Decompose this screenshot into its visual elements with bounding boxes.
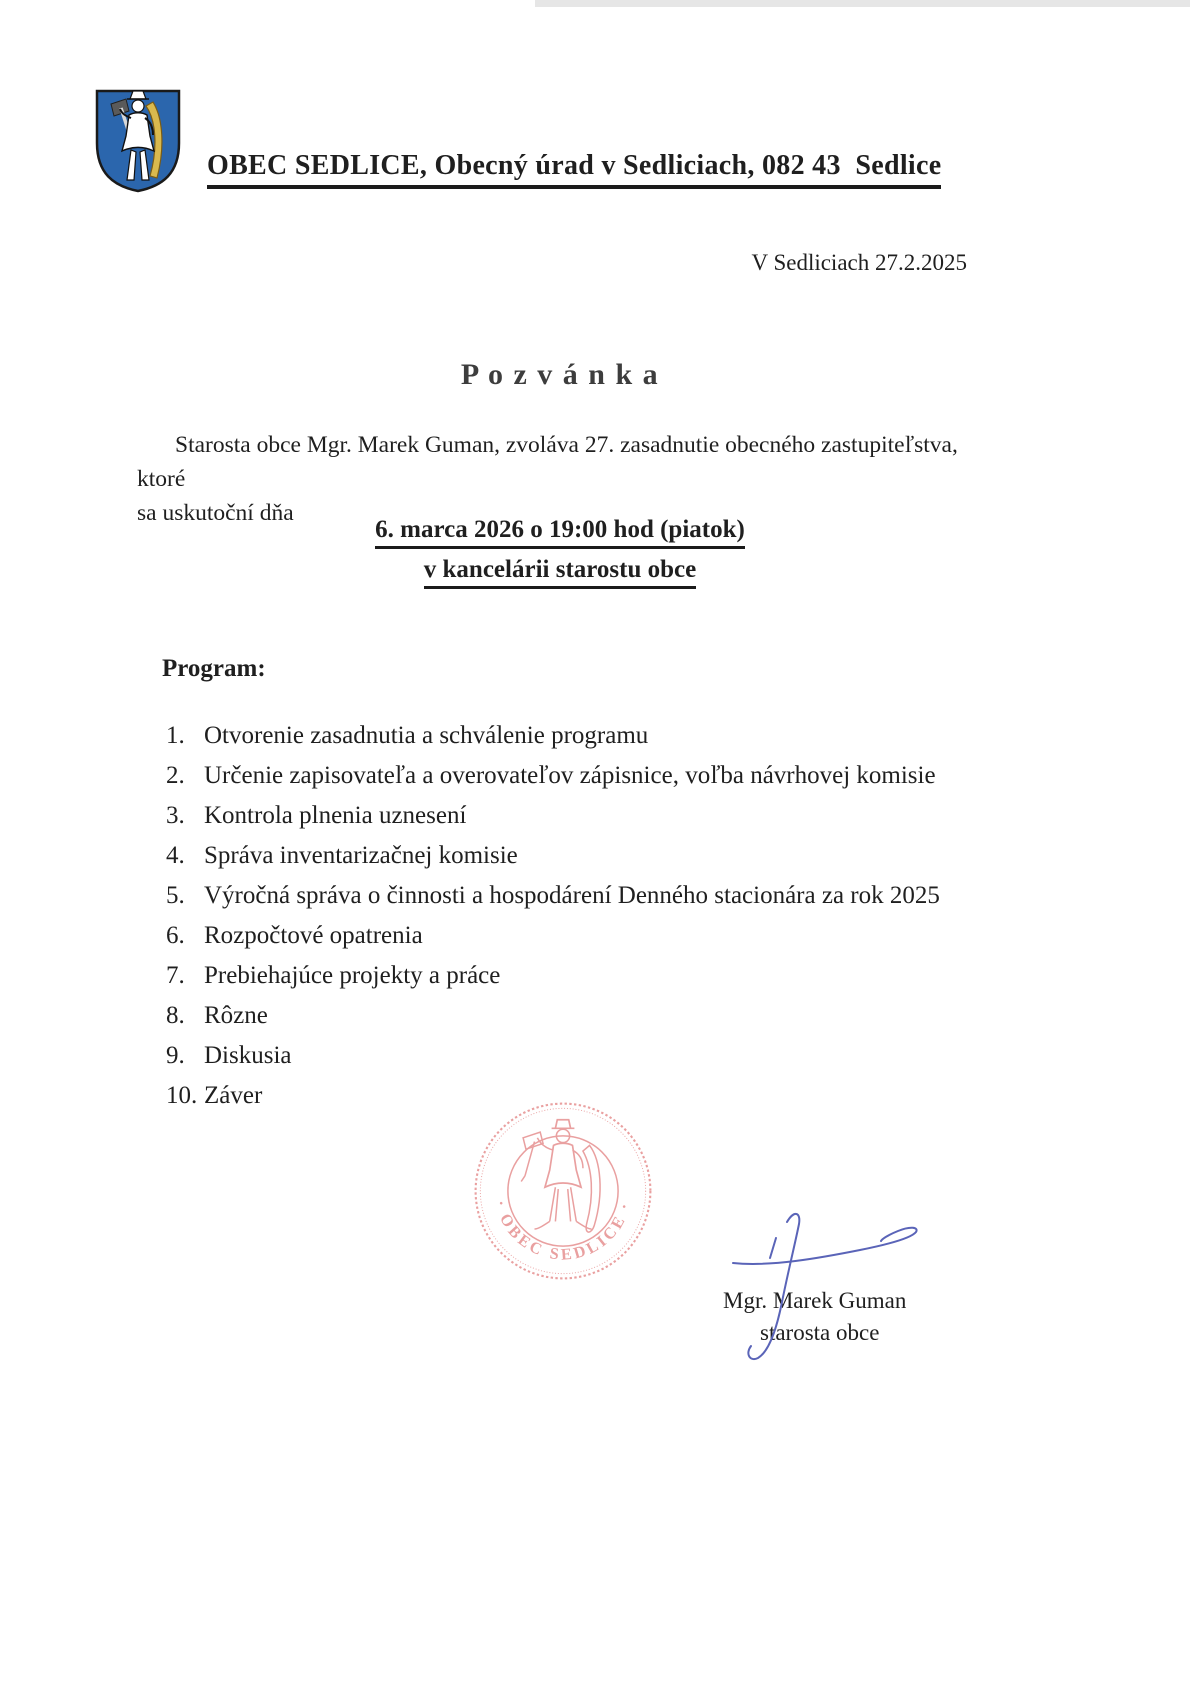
list-item — [166, 802, 940, 830]
item-text: Rôzne — [204, 1002, 268, 1029]
item-number: 8. — [166, 1002, 185, 1029]
list-item — [166, 1042, 940, 1070]
signer-title: starosta obce — [760, 1320, 880, 1345]
document-title: P o z v á n k a — [460, 358, 660, 391]
item-number: 6. — [166, 922, 185, 949]
item-text: Záver — [204, 1082, 263, 1109]
item-text: Správa inventarizačnej komisie — [204, 842, 518, 869]
intro-line1: Starosta obce Mgr. Marek Guman, zvoláva 27. zasadnutie obecného zastupiteľstva, ktoré — [137, 432, 958, 492]
list-item — [166, 922, 940, 950]
item-text: Výročná správa o činnosti a hospodárení Denného stacionára za rok 2025 — [204, 882, 940, 909]
event-datetime: 6. marca 2026 o 19:00 hod (piatok) — [375, 515, 745, 549]
coat-of-arms-icon — [93, 88, 183, 194]
list-item — [166, 962, 940, 990]
svg-text:· OBEC SEDLICE · — [491, 1199, 634, 1264]
item-number: 2. — [166, 762, 185, 789]
item-number: 4. — [166, 842, 185, 869]
dateline: V Sedliciach 27.2.2025 — [751, 250, 967, 275]
signer-name: Mgr. Marek Guman — [723, 1288, 907, 1313]
event-details — [35, 510, 1085, 590]
item-number: 10. — [166, 1082, 198, 1109]
event-location: v kancelárii starostu obce — [424, 555, 696, 589]
list-item — [166, 722, 940, 750]
item-text: Diskusia — [204, 1042, 292, 1069]
item-number: 7. — [166, 962, 185, 989]
item-number: 1. — [166, 722, 185, 749]
item-text: Prebiehajúce projekty a práce — [204, 962, 501, 989]
stamp-arc-text: · OBEC SEDLICE · — [491, 1198, 635, 1264]
program-list — [166, 722, 940, 1122]
scan-artifact-strip — [535, 0, 1190, 7]
list-item — [166, 1002, 940, 1030]
org-header-line: OBEC SEDLICE, Obecný úrad v Sedliciach, 082 43 Sedlice — [207, 150, 941, 189]
item-text: Rozpočtové opatrenia — [204, 922, 423, 949]
item-number: 9. — [166, 1042, 185, 1069]
list-item — [166, 762, 940, 790]
item-number: 5. — [166, 882, 185, 909]
program-heading: Program: — [162, 655, 266, 682]
official-stamp-icon — [468, 1096, 658, 1286]
item-text: Otvorenie zasadnutia a schválenie programu — [204, 722, 649, 749]
intro-line2: sa uskutoční dňa — [137, 500, 294, 526]
item-number: 3. — [166, 802, 185, 829]
list-item — [166, 842, 940, 870]
signature-ink — [690, 1200, 970, 1380]
item-text: Kontrola plnenia uznesení — [204, 802, 467, 829]
list-item — [166, 882, 940, 910]
item-text: Určenie zapisovateľa a overovateľov zápisnice, voľba návrhovej komisie — [204, 762, 936, 789]
